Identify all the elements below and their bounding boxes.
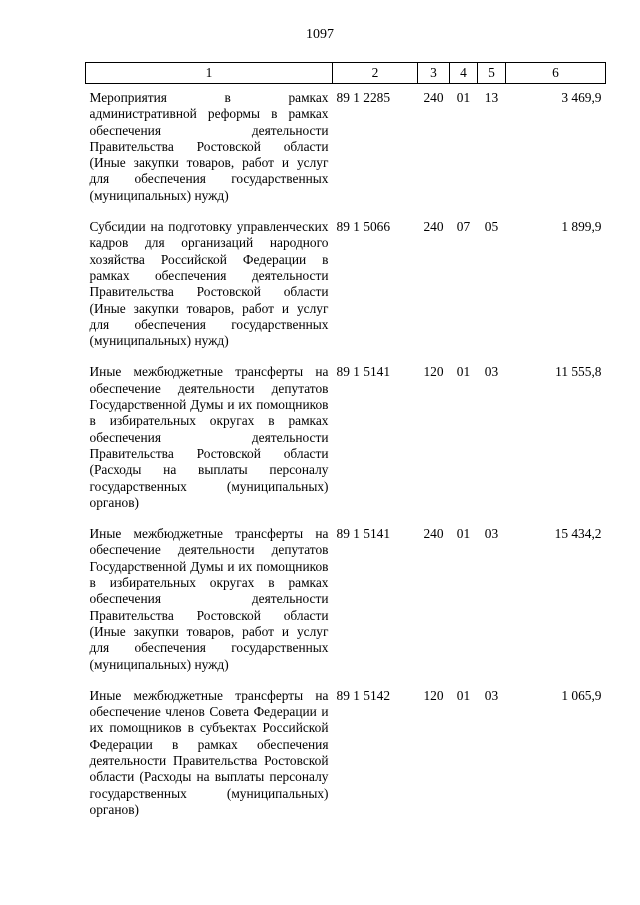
table-row bbox=[86, 682, 606, 827]
page-number: 1097 bbox=[306, 27, 334, 42]
row-description: Иные межбюджетные трансферты на обеспечение деятельности депутатов Государственной Думы и их помощников в избирательных округах в рамках обеспечения деятельности Правительства Ростовской области (Иные закупки товаров, работ и услуг для обеспечения государственных (муниципальных) нужд) bbox=[89, 526, 329, 672]
row-target-code: 89 1 5066 bbox=[336, 219, 391, 235]
row-expense-type: 240 bbox=[423, 90, 444, 105]
row-subsection: 13 bbox=[484, 90, 499, 105]
row-amount: 11 555,8 bbox=[555, 364, 602, 380]
row-description: Субсидии на подготовку управленческих кадров для организаций народного хозяйства Российской Федерации в рамках обеспечения деятельности Правительства Ростовской области (Иные закупки товаров, работ и услуг для обеспечения государственных (муниципальных) нужд) bbox=[89, 219, 329, 349]
header-col-5: 5 bbox=[478, 63, 506, 84]
row-subsection: 03 bbox=[484, 526, 499, 542]
row-section: 01 bbox=[456, 687, 471, 703]
row-section: 07 bbox=[456, 219, 471, 235]
header-col-6: 6 bbox=[506, 63, 606, 84]
table-row bbox=[86, 213, 606, 358]
header-col-1: 1 bbox=[86, 63, 333, 84]
row-expense-type: 120 bbox=[423, 687, 444, 703]
table-header-row bbox=[86, 63, 606, 84]
row-description: Мероприятия в рамках административной реформы в рамках обеспечения деятельности Правительства Ростовской области (Иные закупки товаров, работ и услуг для обеспечения государственных (муниципальных) нужд) bbox=[89, 90, 329, 203]
row-amount: 1 899,9 bbox=[561, 219, 602, 235]
table-row bbox=[86, 520, 606, 682]
row-description: Иные межбюджетные трансферты на обеспечение членов Совета Федерации и их помощников в субъектах Российской Федерации в рамках обеспечения деятельности Правительства Ростовской области (Расходы на выплаты персоналу государственных (муниципальных) органов) bbox=[89, 687, 329, 817]
row-target-code: 89 1 5141 bbox=[336, 364, 391, 380]
row-expense-type: 240 bbox=[423, 526, 444, 542]
table-row bbox=[86, 84, 606, 214]
row-description: Иные межбюджетные трансферты на обеспечение деятельности депутатов Государственной Думы и их помощников в избирательных округах в рамках обеспечения деятельности Правительства Ростовской области (Расходы на выплаты персоналу государственных (муниципальных) органов) bbox=[89, 364, 329, 510]
row-target-code: 89 1 5142 bbox=[336, 687, 391, 703]
row-amount: 3 469,9 bbox=[561, 90, 602, 105]
row-amount: 15 434,2 bbox=[554, 526, 602, 542]
budget-table bbox=[85, 62, 606, 827]
row-expense-type: 240 bbox=[423, 219, 444, 235]
header-col-2: 2 bbox=[333, 63, 418, 84]
row-section: 01 bbox=[456, 526, 471, 542]
header-col-4: 4 bbox=[450, 63, 478, 84]
row-amount: 1 065,9 bbox=[561, 687, 602, 703]
table-row bbox=[86, 358, 606, 520]
row-target-code: 89 1 2285 bbox=[336, 90, 391, 105]
row-section: 01 bbox=[456, 90, 471, 105]
row-section: 01 bbox=[456, 364, 471, 380]
row-target-code: 89 1 5141 bbox=[336, 526, 391, 542]
header-col-3: 3 bbox=[418, 63, 450, 84]
row-subsection: 05 bbox=[484, 219, 499, 235]
row-subsection: 03 bbox=[484, 364, 499, 380]
row-expense-type: 120 bbox=[423, 364, 444, 380]
row-subsection: 03 bbox=[484, 687, 499, 703]
